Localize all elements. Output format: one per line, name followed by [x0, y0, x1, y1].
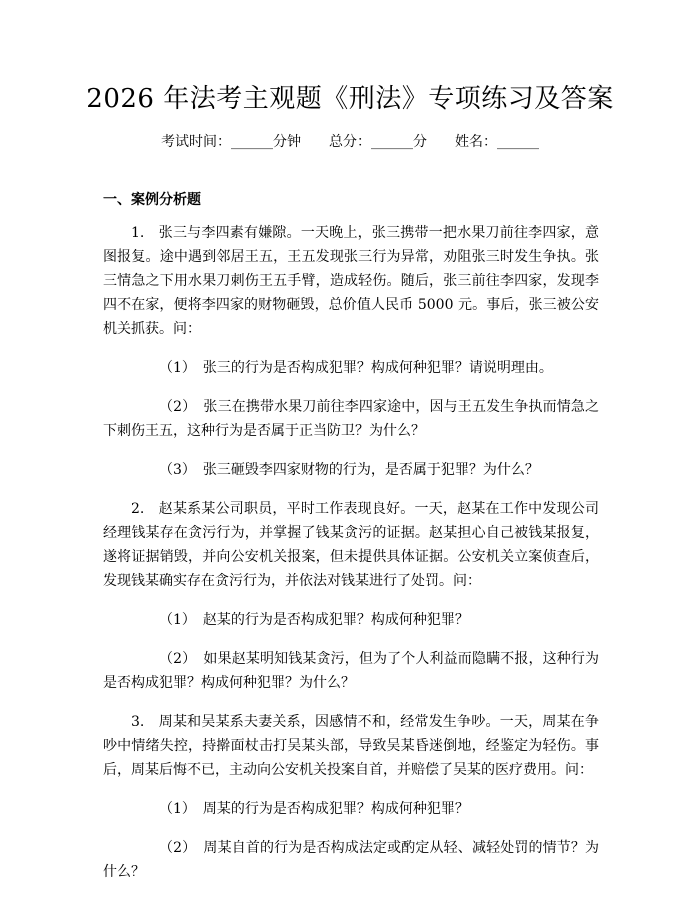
- page-title: 2026 年法考主观题《刑法》专项练习及答案: [86, 84, 614, 114]
- case-2-question-2: （2） 如果赵某明知钱某贪污，但为了个人利益而隐瞒不报，这种行为是否构成犯罪？构成何种犯罪？为什么？: [103, 651, 599, 691]
- case-2-text: 2. 赵某系某公司职员，平时工作表现良好。一天，赵某在工作中发现公司经理钱某存在贪污行为，并掌握了钱某贪污的证据。赵某担心自己被钱某报复，遂将证据销毁，并向公安机关报案，但未提供具体证据。公安机关立案侦查后，发现钱某确实存在贪污行为，并依法对钱某进行了处罚。问：: [103, 501, 599, 589]
- case-1-text: 1. 张三与李四素有嫌隙。一天晚上，张三携带一把水果刀前往李四家，意图报复。途中遇到邻居王五，王五发现张三行为异常，劝阻张三时发生争执。张三情急之下用水果刀刺伤王五手臂，造成轻伤。随后，张三前往李四家，发现李四不在家，便将李四家的财物砸毁，总价值人民币 5000 元。事后，张三被公安机关抓获。问：: [103, 225, 599, 337]
- total-score-field: 总分：______分: [329, 134, 427, 150]
- case-3-text: 3. 周某和吴某系夫妻关系，因感情不和，经常发生争吵。一天，周某在争吵中情绪失控，持擀面杖击打吴某头部，导致吴某昏迷倒地，经鉴定为轻伤。事后，周某后悔不已，主动向公安机关投案自首，并赔偿了吴某的医疗费用。问：: [103, 714, 599, 778]
- case-2-question-1: （1） 赵某的行为是否构成犯罪？构成何种犯罪？: [159, 612, 469, 628]
- case-3-question-2: （2） 周某自首的行为是否构成法定或酌定从轻、减轻处罚的情节？为什么？: [103, 840, 599, 880]
- case-1-question-3: （3） 张三砸毁李四家财物的行为，是否属于犯罪？为什么？: [159, 462, 539, 478]
- exam-time-field: 考试时间：______分钟: [161, 134, 301, 150]
- exam-info-line: [0, 132, 700, 152]
- case-1-question-2: （2） 张三在携带水果刀前往李四家途中，因与王五发生争执而情急之下刺伤王五，这种行为是否属于正当防卫？为什么？: [103, 399, 599, 439]
- case-3-question-1: （1） 周某的行为是否构成犯罪？构成何种犯罪？: [159, 801, 469, 817]
- question-list: [103, 221, 599, 899]
- section-heading: 一、案例分析题: [103, 192, 201, 208]
- case-1-question-1: （1） 张三的行为是否构成犯罪？构成何种犯罪？请说明理由。: [159, 360, 553, 376]
- student-name-field: 姓名：______: [455, 134, 539, 150]
